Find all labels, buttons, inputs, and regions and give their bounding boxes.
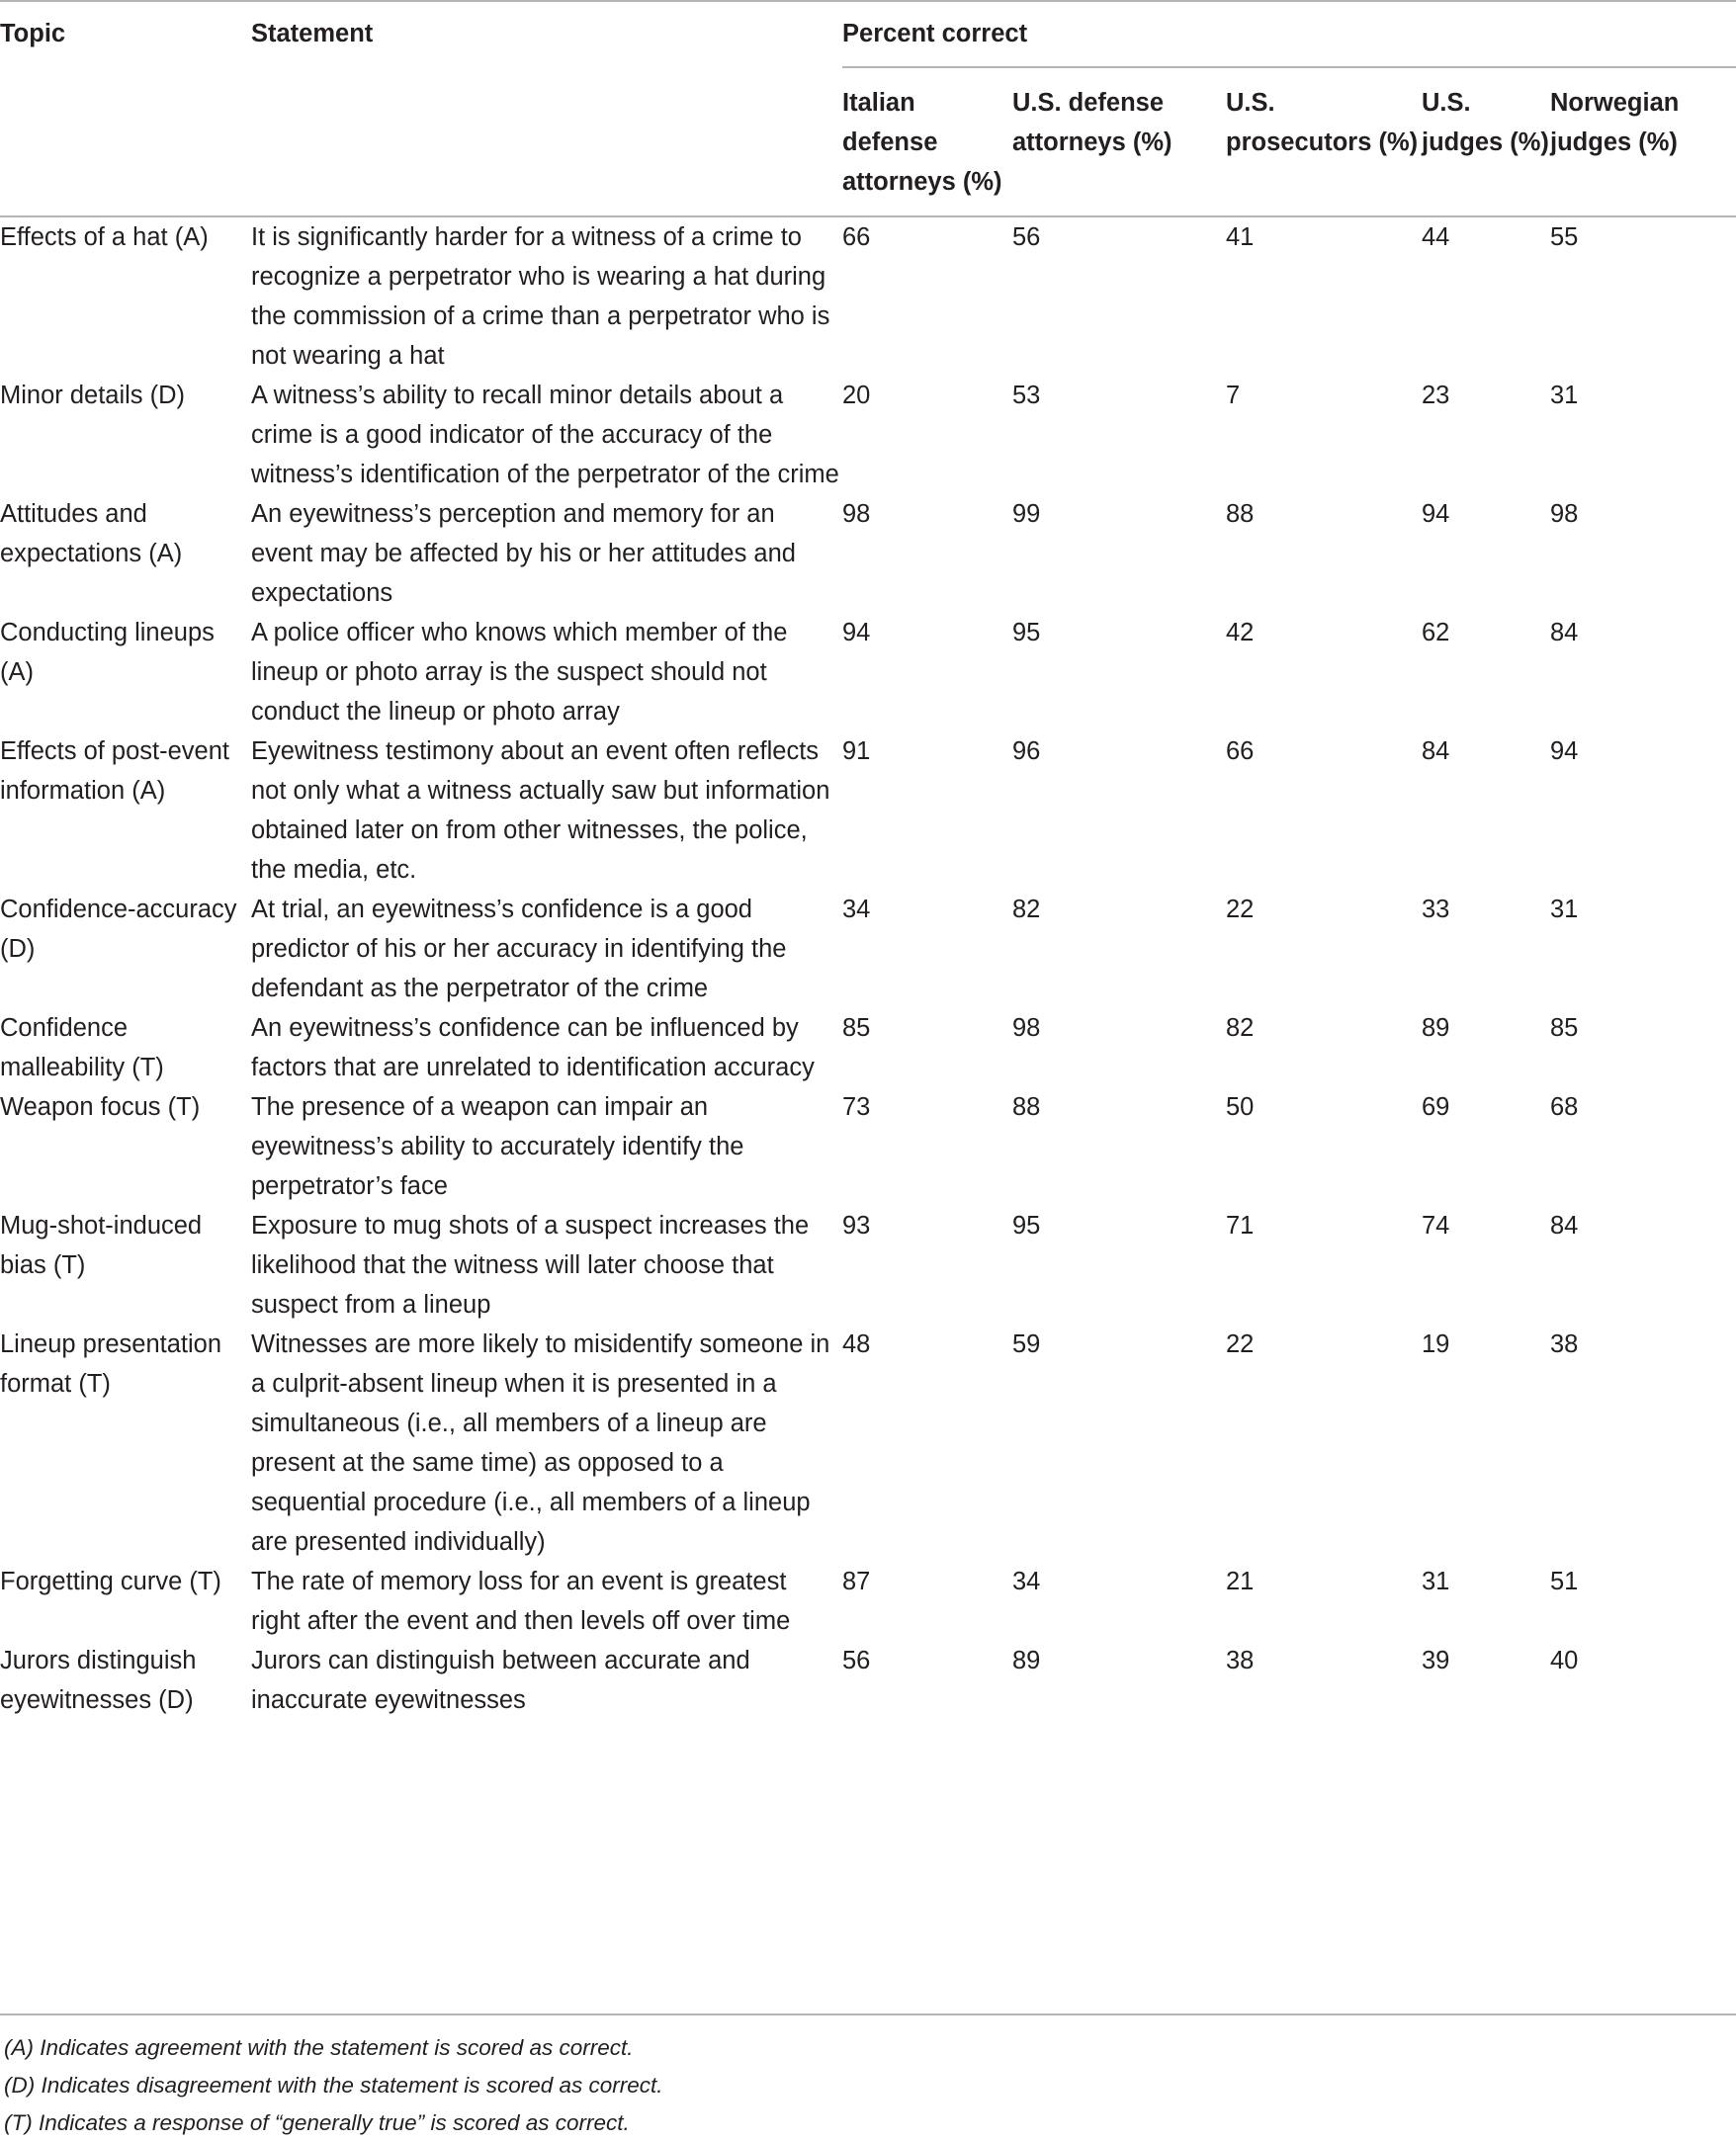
row-topic: Confidence-accuracy (D) bbox=[0, 896, 237, 963]
value-italian-defense: 91 bbox=[842, 737, 871, 765]
row-statement: A witness’s ability to recall minor details about a crime is a good indicator of the accuracy of the witness’s identification of the perpetrator of the crime bbox=[251, 382, 839, 488]
value-us-prosecutors: 66 bbox=[1226, 737, 1255, 765]
group-header-italian-defense: Italian defense attorneys (%) bbox=[842, 89, 1002, 196]
value-us-judges: 39 bbox=[1422, 1647, 1450, 1674]
row-statement: Eyewitness testimony about an event often reflects not only what a witness actually saw but information obtained later on from other witnesses, the police, the media, etc. bbox=[251, 737, 830, 884]
row-topic: Weapon focus (T) bbox=[0, 1093, 201, 1121]
row-topic: Forgetting curve (T) bbox=[0, 1568, 221, 1595]
bottom-rule bbox=[0, 2013, 1736, 2015]
value-italian-defense: 66 bbox=[842, 223, 871, 251]
value-us-defense: 59 bbox=[1012, 1330, 1041, 1358]
row-statement: It is significantly harder for a witness of a crime to recognize a perpetrator who is wearing a hat during the commission of a crime than a perpetrator who is not wearing a hat bbox=[251, 223, 830, 370]
value-us-judges: 19 bbox=[1422, 1330, 1450, 1358]
value-us-prosecutors: 71 bbox=[1226, 1212, 1255, 1240]
table-row bbox=[0, 216, 1736, 376]
value-norwegian-judges: 98 bbox=[1550, 500, 1579, 528]
results-table bbox=[0, 2, 1736, 1720]
row-topic: Effects of a hat (A) bbox=[0, 223, 209, 251]
topic-header: Topic bbox=[0, 20, 66, 47]
value-italian-defense: 98 bbox=[842, 500, 871, 528]
value-italian-defense: 34 bbox=[842, 896, 871, 923]
table-row bbox=[0, 376, 1736, 494]
row-statement: The rate of memory loss for an event is greatest right after the event and then levels off over time bbox=[251, 1568, 791, 1635]
value-us-prosecutors: 88 bbox=[1226, 500, 1255, 528]
table-row bbox=[0, 1206, 1736, 1325]
value-italian-defense: 93 bbox=[842, 1212, 871, 1240]
group-header-norwegian-judges: Norwegian judges (%) bbox=[1550, 89, 1680, 156]
footnotes bbox=[4, 2029, 663, 2142]
statement-header: Statement bbox=[251, 20, 374, 47]
table-row bbox=[0, 1562, 1736, 1641]
value-norwegian-judges: 84 bbox=[1550, 619, 1579, 646]
value-us-judges: 23 bbox=[1422, 382, 1450, 409]
value-us-defense: 56 bbox=[1012, 223, 1041, 251]
value-us-judges: 74 bbox=[1422, 1212, 1450, 1240]
table-row bbox=[0, 731, 1736, 890]
row-statement: A police officer who knows which member of the lineup or photo array is the suspect should not conduct the lineup or photo array bbox=[251, 619, 788, 726]
value-norwegian-judges: 68 bbox=[1550, 1093, 1579, 1121]
value-italian-defense: 85 bbox=[842, 1014, 871, 1042]
value-norwegian-judges: 31 bbox=[1550, 896, 1579, 923]
value-us-prosecutors: 7 bbox=[1226, 382, 1241, 409]
value-norwegian-judges: 38 bbox=[1550, 1330, 1579, 1358]
value-us-judges: 84 bbox=[1422, 737, 1450, 765]
value-us-defense: 88 bbox=[1012, 1093, 1041, 1121]
footnote-disagreement: (D) Indicates disagreement with the statement is scored as correct. bbox=[4, 2073, 663, 2098]
header-row bbox=[0, 2, 1736, 69]
row-topic: Attitudes and expectations (A) bbox=[0, 500, 183, 567]
row-statement: Jurors can distinguish between accurate and inaccurate eyewitnesses bbox=[251, 1647, 750, 1714]
row-statement: Exposure to mug shots of a suspect increases the likelihood that the witness will later choose that suspect from a lineup bbox=[251, 1212, 810, 1319]
value-us-prosecutors: 22 bbox=[1226, 896, 1255, 923]
value-us-prosecutors: 82 bbox=[1226, 1014, 1255, 1042]
value-norwegian-judges: 40 bbox=[1550, 1647, 1579, 1674]
value-norwegian-judges: 31 bbox=[1550, 382, 1579, 409]
row-topic: Effects of post-event information (A) bbox=[0, 737, 229, 805]
value-us-defense: 82 bbox=[1012, 896, 1041, 923]
value-us-prosecutors: 41 bbox=[1226, 223, 1255, 251]
value-us-judges: 69 bbox=[1422, 1093, 1450, 1121]
value-italian-defense: 73 bbox=[842, 1093, 871, 1121]
table-row bbox=[0, 613, 1736, 731]
value-us-defense: 53 bbox=[1012, 382, 1041, 409]
table-row bbox=[0, 494, 1736, 613]
table-row bbox=[0, 1008, 1736, 1087]
group-header-row bbox=[0, 69, 1736, 216]
row-statement: An eyewitness’s confidence can be influenced by factors that are unrelated to identification accuracy bbox=[251, 1014, 815, 1081]
row-statement: Witnesses are more likely to misidentify someone in a culprit-absent lineup when it is presented in a simultaneous (i.e., all members of a lineup are present at the same time) as opposed to a sequential procedure (i.e., all members of a lineup are presented individually) bbox=[251, 1330, 830, 1556]
value-italian-defense: 48 bbox=[842, 1330, 871, 1358]
value-us-defense: 96 bbox=[1012, 737, 1041, 765]
value-us-defense: 95 bbox=[1012, 619, 1041, 646]
table-row bbox=[0, 890, 1736, 1008]
value-us-prosecutors: 42 bbox=[1226, 619, 1255, 646]
row-topic: Minor details (D) bbox=[0, 382, 186, 409]
value-norwegian-judges: 51 bbox=[1550, 1568, 1579, 1595]
value-us-judges: 31 bbox=[1422, 1568, 1450, 1595]
row-statement: An eyewitness’s perception and memory for an event may be affected by his or her attitudes and expectations bbox=[251, 500, 796, 607]
value-italian-defense: 94 bbox=[842, 619, 871, 646]
table-row bbox=[0, 1087, 1736, 1206]
percent-correct-header: Percent correct bbox=[842, 20, 1028, 47]
value-italian-defense: 20 bbox=[842, 382, 871, 409]
table-row bbox=[0, 1641, 1736, 1720]
value-us-defense: 34 bbox=[1012, 1568, 1041, 1595]
row-statement: At trial, an eyewitness’s confidence is a good predictor of his or her accuracy in identifying the defendant as the perpetrator of the crime bbox=[251, 896, 787, 1002]
group-header-us-judges: U.S. judges (%) bbox=[1422, 89, 1549, 156]
value-norwegian-judges: 94 bbox=[1550, 737, 1579, 765]
group-header-us-defense: U.S. defense attorneys (%) bbox=[1012, 89, 1172, 156]
value-us-defense: 99 bbox=[1012, 500, 1041, 528]
row-statement: The presence of a weapon can impair an eyewitness’s ability to accurately identify the perpetrator’s face bbox=[251, 1093, 744, 1200]
value-us-defense: 89 bbox=[1012, 1647, 1041, 1674]
row-topic: Jurors distinguish eyewitnesses (D) bbox=[0, 1647, 197, 1714]
value-us-defense: 95 bbox=[1012, 1212, 1041, 1240]
value-norwegian-judges: 84 bbox=[1550, 1212, 1579, 1240]
value-us-judges: 94 bbox=[1422, 500, 1450, 528]
group-header-us-prosecutors: U.S. prosecutors (%) bbox=[1226, 89, 1419, 156]
value-us-prosecutors: 21 bbox=[1226, 1568, 1255, 1595]
value-us-prosecutors: 22 bbox=[1226, 1330, 1255, 1358]
row-topic: Mug-shot-induced bias (T) bbox=[0, 1212, 203, 1279]
value-us-defense: 98 bbox=[1012, 1014, 1041, 1042]
value-us-judges: 89 bbox=[1422, 1014, 1450, 1042]
row-topic: Conducting lineups (A) bbox=[0, 619, 215, 686]
value-us-judges: 62 bbox=[1422, 619, 1450, 646]
value-us-prosecutors: 50 bbox=[1226, 1093, 1255, 1121]
value-norwegian-judges: 85 bbox=[1550, 1014, 1579, 1042]
footnote-agreement: (A) Indicates agreement with the statement is scored as correct. bbox=[4, 2035, 634, 2060]
value-us-judges: 33 bbox=[1422, 896, 1450, 923]
row-topic: Lineup presentation format (T) bbox=[0, 1330, 222, 1398]
value-italian-defense: 56 bbox=[842, 1647, 871, 1674]
table-row bbox=[0, 1325, 1736, 1562]
value-us-prosecutors: 38 bbox=[1226, 1647, 1255, 1674]
footnote-generally-true: (T) Indicates a response of “generally true” is scored as correct. bbox=[4, 2110, 630, 2135]
value-italian-defense: 87 bbox=[842, 1568, 871, 1595]
row-topic: Confidence malleability (T) bbox=[0, 1014, 164, 1081]
value-us-judges: 44 bbox=[1422, 223, 1450, 251]
value-norwegian-judges: 55 bbox=[1550, 223, 1579, 251]
